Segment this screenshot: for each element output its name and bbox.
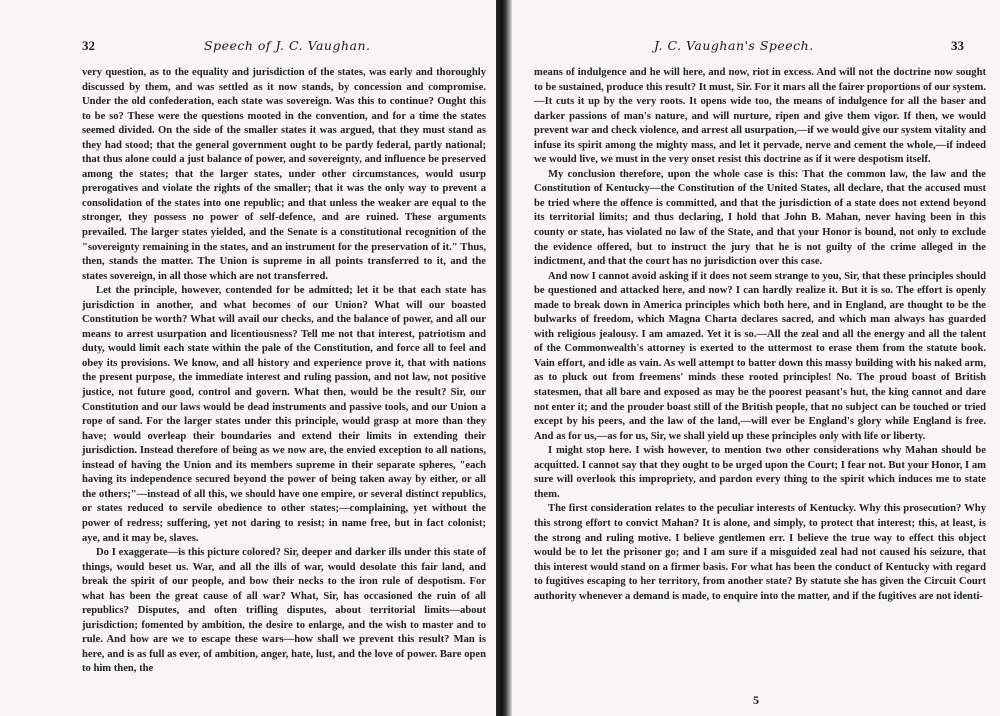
signature-mark: 5 (753, 693, 759, 707)
right-page-header (534, 38, 964, 54)
right-paragraph: The first consideration relates to the peculiar interests of Kentucky. Why this prosecution? Why this strong effort to convict Mahan? It is alone, and simply, to protect that interest; this, at least, is the strong and ruling motive. I believe gentlemen err. I believe the true way to effect this object would be to let the prisoner go; and I am sure if a misguided zeal had not caused his seizure, that this interest would stand on a firmer basis. For what has been the conduct of Kentucky with regard to fugitives escaping to her territory, from another state? By statute she has given the Circuit Court authority whenever a demand is made, to enquire into the matter, and if the fugitives are not identi- (534, 503, 986, 602)
right-running-head: J. C. Vaughan's Speech. (654, 38, 814, 53)
left-paragraph: very question, as to the equality and jurisdiction of the states, was early and thoroughly discussed by them, and was settled as it now stands, by concession and compromise. Under the old confederation, each state was sovereign. Was this to continue? Ought this to be so? These were the questions mooted in the convention, and for a time the states seemed divided. On the side of the smaller states it was argued, that they must stand as they had stood; that the general government ought to be partly federal, partly national; that thus alone could a just balance of power, and sovereignty, and influence be preserved among the states; that the larger states, under other circumstances, would usurp prerogatives and violate the rights of the smaller; that it was the only way to prevent a consolidation of the states into one republic; and that unless the weaker are equal to the stronger, they possess no power of self-defence, and are ruined. These arguments prevailed. The larger states yielded, and the Senate is a constitutional recognition of the "sovereignty remaining in the states, and an instrument for the preservation of it." Thus, then, stands the matter. The Union is supreme in all points transferred to it, and the states sovereign, in all those which are not transferred. (82, 67, 486, 282)
right-page (512, 0, 1000, 716)
left-page-header (82, 38, 486, 54)
left-page-number: 32 (82, 38, 95, 53)
right-paragraph: I might stop here. I wish however, to mention two other considerations why Mahan should be acquitted. I cannot say that they ought to be urged upon the Court; I fear not. But your Honor, I am sure will overlook this impropriety, and pardon every thing to the spirit which induces me to state them. (534, 445, 986, 500)
left-page (0, 0, 496, 716)
left-paragraph: Do I exaggerate—is this picture colored? Sir, deeper and darker ills under this state of things, would beset us. War, and all the ills of war, would desolate this fair land, and break the spirit of our people, and bow their necks to the iron rule of despotism. For what has been the great cause of all war? What, Sir, has occasioned the ruin of all republics? Disputes, and often trifling disputes, about territorial limits—about jurisdiction; fomented by ambition, the desire to enlarge, and the wish to master and to rule. And how are we to escape these wars—how shall we prevent this result? Man is here, and is as full as ever, of ambition, anger, hate, lust, and the love of power. Bare open to him then, the (82, 547, 486, 675)
left-page-body (82, 66, 486, 677)
right-paragraph: And now I cannot avoid asking if it does not seem strange to you, Sir, that these principles should be questioned and attacked here, and now? I can hardly realize it. But it is so. The effort is openly made to break down in America principles which both here, and in England, are thought to be the bulwarks of freedom, which Magna Charta declares sacred, and which man always has guarded with religious jealousy. I am amazed. Yet it is so.—All the zeal and all the energy and all the talent of the Commonwealth's attorney is exerted to the uttermost to erase them from the statute book. Vain effort, and idle as vain. As well attempt to batter down this massy building with his naked arm, as to pluck out from freemens' minds these rooted principles! No. The proud boast of British statesmen, that all bare and exposed as may be the poorest peasant's hut, the king cannot and dare not enter it; and the prouder boast still of the British people, that no subject can be touched or tried except by his peers, and the law of the land,—will ever be England's glory while England is free. And as for us,—as for us, Sir, we shall yield up these principles only with life or liberty. (534, 270, 986, 442)
right-page-body (534, 66, 986, 604)
book-gutter (496, 0, 512, 716)
right-page-number: 33 (951, 38, 964, 53)
left-paragraph: Let the principle, however, contended for be admitted; let it be that each state has jurisdiction in another, and what becomes of our Union? What will our boasted Constitution be worth? What will avail our checks, and the balance of power, and all our means to arrest usurpation and licentiousness? Tell me not that interest, patriotism and duty, would limit each state within the pale of the Constitution, and force all to feel and obey its provisions. We know, and all history and experience prove it, that with nations the present purpose, the immediate interest and ruling passion, and not law, not positive justice, not future good, control and govern. What then, would be the result? Sir, our Constitution and our laws would be dead instruments and passive tools, and our Union a rope of sand. For the larger states under this principle, would grasp at more than they have; would overleap their boundaries and extend their limits in extending their jurisdiction. Instead therefore of being as we now are, the envied exception to all nations, instead of having the Union and its members supreme in their separate spheres, "each having its independence secured beyond the power of being taken away by either, or all the others;"—instead of all this, we should have one empire, or several distinct republics, or states reduced to servile obedience to other states;—complaining, yet without the power of redress; suffering, yet not daring to resist; in name free, but in fact colonist; aye, and it may be, slaves. (82, 285, 486, 544)
left-running-head: Speech of J. C. Vaughan. (204, 38, 371, 53)
right-paragraph: My conclusion therefore, upon the whole case is this: That the common law, the law and the Constitution of Kentucky—the Constitution of the United States, all declare, that the accused must be tried where the offence is committed, and that the jurisdiction of a state does not extend beyond its territorial limits; and thus declaring, I hold that John B. Mahan, never having been in this county or state, has violated no law of the State, and that your Honor is bound, not only to exclude the evidence offered, but to instruct the jury that he is not guilty of the crime alleged in the indictment, and that the court has no jurisdiction over this case. (534, 168, 986, 268)
right-paragraph: means of indulgence and he will here, and now, riot in excess. And will not the doctrine now sought to be sustained, produce this result? It must, Sir. For it mars all the fairer proportions of our system.—It cuts it up by the very roots. It opens wide too, the means of indulgence for all the baser and darker passions of man's nature, and will nurture, ripen and give them vigor. If then, we would prevent war and check violence, and arrest all usurpation,—if we would give our system vitality and infuse its spirit among the mighty mass, and let it pervade, nerve and cement the whole,—if indeed we would live, we must in the very onset resist this doctrine as if it were despotism itself. (534, 67, 987, 166)
